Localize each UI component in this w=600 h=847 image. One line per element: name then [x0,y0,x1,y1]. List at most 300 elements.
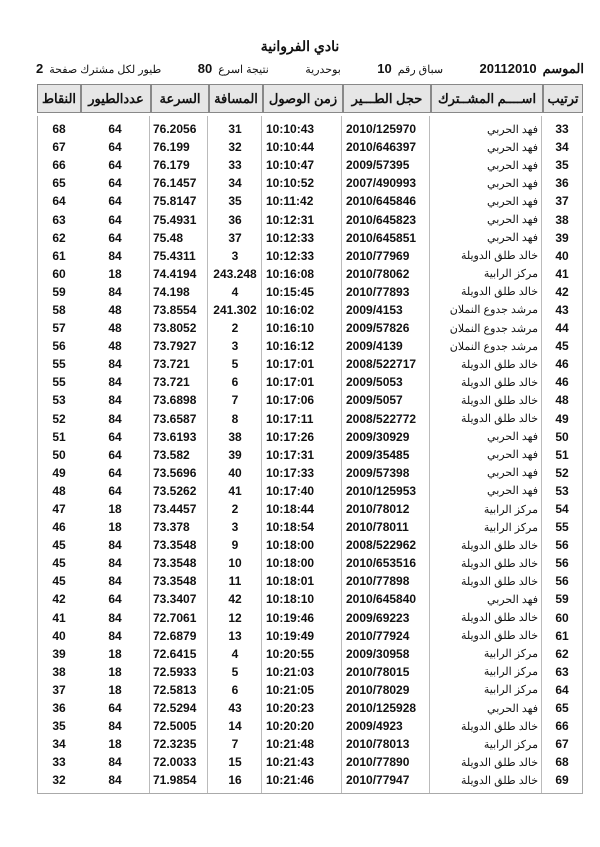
cell-speed: 73.378 [153,520,190,535]
cell-speed: 73.3548 [153,574,197,589]
cell-distance: 39 [228,447,242,462]
table-row [38,717,582,735]
cell-bird-count: 64 [108,701,122,716]
table-row [38,482,582,500]
cell-member-name: فهد الحربي [487,593,538,606]
cell-rank: 61 [555,628,569,643]
cell-member-name: خالد طلق الدويلة [460,575,538,588]
cell-points: 33 [52,755,66,770]
cell-speed: 72.0033 [153,755,197,770]
cell-speed: 75.8147 [153,194,197,209]
header-distance: المسافة [209,84,263,113]
cell-bird-count: 84 [108,284,122,299]
cell-bird-count: 48 [108,339,122,354]
table-row [38,301,582,319]
cell-rank: 69 [555,773,569,788]
table-row [38,699,582,717]
cell-bird-count: 64 [108,212,122,227]
cell-arrival-time: 10:21:43 [266,755,315,770]
cell-arrival-time: 10:17:01 [266,375,315,390]
cell-member-name: مركز الرابية [483,521,538,534]
column-divider [341,116,342,793]
table-row [38,771,582,789]
cell-speed: 73.721 [153,375,190,390]
cell-arrival-time: 10:17:01 [266,357,315,372]
cell-speed: 73.8052 [153,321,197,336]
cell-ring-number: 2009/35485 [346,447,410,462]
cell-rank: 63 [555,664,569,679]
cell-distance: 241.302 [213,302,257,317]
cell-distance: 7 [231,393,239,408]
cell-points: 65 [52,176,66,191]
cell-speed: 72.6879 [153,628,197,643]
cell-member-name: خالد طلق الدويلة [460,557,538,570]
cell-arrival-time: 10:11:42 [266,194,314,209]
cell-distance: 7 [231,737,239,752]
cell-ring-number: 2010/78013 [346,737,410,752]
cell-arrival-time: 10:12:33 [266,248,315,263]
cell-rank: 42 [555,284,569,299]
cell-speed: 73.582 [153,447,190,462]
cell-points: 59 [52,284,66,299]
cell-points: 45 [52,538,66,553]
cell-arrival-time: 10:20:23 [266,701,315,716]
cell-bird-count: 84 [108,248,122,263]
cell-speed: 74.198 [153,284,190,299]
cell-distance: 34 [228,176,242,191]
column-divider [429,116,430,793]
cell-distance: 9 [231,538,239,553]
cell-arrival-time: 10:16:12 [266,339,315,354]
cell-speed: 72.3235 [153,737,197,752]
cell-ring-number: 2010/645851 [346,230,417,245]
table-row [38,391,582,409]
column-divider [149,116,150,793]
cell-distance: 2 [231,321,239,336]
cell-rank: 64 [555,682,569,697]
cell-points: 60 [52,266,66,281]
cell-points: 66 [52,158,66,173]
cell-speed: 75.48 [153,230,184,245]
cell-bird-count: 64 [108,176,122,191]
cell-rank: 35 [555,158,569,173]
cell-member-name: خالد طلق الدويلة [460,394,538,407]
cell-points: 50 [52,447,66,462]
table-row [38,554,582,572]
cell-ring-number: 2010/77924 [346,628,410,643]
table-row [38,229,582,247]
location-group [305,63,341,76]
cell-distance: 5 [231,664,239,679]
cell-rank: 36 [555,176,569,191]
cell-arrival-time: 10:19:49 [266,628,315,643]
cell-rank: 68 [555,755,569,770]
cell-ring-number: 2010/77969 [346,248,410,263]
page-group [36,61,161,76]
season-label: الموسم [542,61,584,76]
table-row [38,446,582,464]
cell-member-name: فهد الحربي [487,177,538,190]
cell-rank: 44 [555,321,569,336]
cell-speed: 72.6415 [153,646,197,661]
cell-member-name: فهد الحربي [487,702,538,715]
cell-points: 55 [52,357,66,372]
cell-ring-number: 2007/490993 [346,176,417,191]
cell-ring-number: 2010/125953 [346,483,417,498]
cell-arrival-time: 10:21:03 [266,664,315,679]
season-value: 20112010 [479,61,537,76]
cell-rank: 39 [555,230,569,245]
cell-speed: 72.5294 [153,701,197,716]
cell-member-name: فهد الحربي [487,467,538,480]
table-row [38,428,582,446]
cell-bird-count: 64 [108,194,122,209]
cell-bird-count: 18 [108,266,122,281]
table-row [38,265,582,283]
cell-distance: 14 [228,719,242,734]
race-group [377,61,443,76]
header-ring: حجل الطـــير [343,84,431,113]
cell-rank: 59 [555,592,569,607]
table-row [38,373,582,391]
cell-speed: 73.3407 [153,592,197,607]
fastest-label: نتيجة اسرع [218,64,269,76]
cell-member-name: مركز الرابية [483,684,538,697]
cell-points: 40 [52,628,66,643]
cell-member-name: مركز الرابية [483,648,538,661]
cell-speed: 73.4457 [153,502,197,517]
cell-distance: 2 [231,502,239,517]
table-row [38,627,582,645]
table-row [38,645,582,663]
cell-distance: 5 [231,357,239,372]
column-divider [207,116,208,793]
cell-bird-count: 84 [108,719,122,734]
race-number: 10 [377,61,392,76]
cell-rank: 49 [555,411,569,426]
cell-bird-count: 84 [108,393,122,408]
cell-bird-count: 84 [108,610,122,625]
cell-bird-count: 84 [108,357,122,372]
cell-member-name: خالد طلق الدويلة [460,612,538,625]
cell-member-name: خالد طلق الدويلة [460,358,538,371]
table-row [38,174,582,192]
club-title: نادي الفروانية [260,38,340,54]
cell-member-name: فهد الحربي [487,214,538,227]
cell-rank: 56 [555,574,569,589]
cell-member-name: مرشد جدوع النملان [449,304,538,317]
cell-arrival-time: 10:17:06 [266,393,315,408]
cell-arrival-time: 10:10:52 [266,176,315,191]
cell-ring-number: 2009/30929 [346,429,410,444]
cell-distance: 6 [231,375,239,390]
cell-member-name: فهد الحربي [487,431,538,444]
cell-points: 58 [52,302,66,317]
cell-member-name: مركز الرابية [483,503,538,516]
cell-arrival-time: 10:18:44 [266,502,315,517]
cell-arrival-time: 10:10:44 [266,140,315,155]
cell-ring-number: 2009/57398 [346,465,410,480]
cell-ring-number: 2009/5057 [346,393,403,408]
cell-points: 56 [52,339,66,354]
cell-speed: 72.5005 [153,719,197,734]
cell-distance: 40 [228,465,242,480]
cell-arrival-time: 10:17:11 [266,411,314,426]
cell-member-name: مركز الرابية [483,666,538,679]
cell-points: 45 [52,574,66,589]
table-row [38,283,582,301]
cell-rank: 65 [555,701,569,716]
cell-distance: 4 [231,646,239,661]
cell-rank: 46 [555,357,569,372]
cell-rank: 45 [555,339,569,354]
cell-member-name: فهد الحربي [487,141,538,154]
cell-distance: 37 [228,230,242,245]
cell-member-name: فهد الحربي [487,485,538,498]
cell-member-name: خالد طلق الدويلة [460,539,538,552]
cell-arrival-time: 10:16:08 [266,266,315,281]
cell-arrival-time: 10:12:31 [266,212,315,227]
cell-bird-count: 18 [108,520,122,535]
cell-distance: 31 [228,122,242,137]
cell-points: 41 [52,610,66,625]
cell-bird-count: 18 [108,682,122,697]
cell-speed: 73.5696 [153,465,197,480]
cell-speed: 72.5933 [153,664,197,679]
cell-bird-count: 18 [108,502,122,517]
cell-speed: 73.6898 [153,393,197,408]
cell-rank: 62 [555,646,569,661]
fastest-value: 80 [197,61,213,76]
cell-member-name: مركز الرابية [483,738,538,751]
cell-ring-number: 2010/77898 [346,574,410,589]
cell-speed: 76.2056 [153,122,197,137]
cell-points: 34 [52,737,66,752]
cell-rank: 34 [555,140,569,155]
cell-distance: 32 [228,140,242,155]
cell-bird-count: 64 [108,592,122,607]
cell-bird-count: 18 [108,737,122,752]
cell-arrival-time: 10:19:46 [266,610,315,625]
header-rank: ترتيب [543,84,583,113]
cell-member-name: خالد طلق الدويلة [460,720,538,733]
cell-speed: 73.7927 [153,339,197,354]
cell-bird-count: 64 [108,483,122,498]
cell-points: 68 [52,122,66,137]
cell-speed: 72.7061 [153,610,197,625]
cell-rank: 52 [555,465,569,480]
cell-distance: 15 [228,755,242,770]
cell-points: 38 [52,664,66,679]
table-row [38,735,582,753]
cell-ring-number: 2010/77890 [346,755,410,770]
cell-points: 62 [52,230,66,245]
cell-rank: 60 [555,610,569,625]
table-row [38,410,582,428]
cell-distance: 12 [228,610,242,625]
cell-distance: 3 [231,520,239,535]
table-row [38,609,582,627]
table-row [38,319,582,337]
cell-bird-count: 84 [108,773,122,788]
cell-bird-count: 64 [108,122,122,137]
header-speed: السرعة [151,84,209,113]
cell-speed: 71.9854 [153,773,197,788]
cell-points: 35 [52,719,66,734]
cell-rank: 66 [555,719,569,734]
cell-points: 64 [52,194,66,209]
cell-member-name: خالد طلق الدويلة [460,250,538,263]
cell-ring-number: 2010/78012 [346,502,410,517]
cell-ring-number: 2009/30958 [346,646,410,661]
cell-arrival-time: 10:17:33 [266,465,315,480]
cell-member-name: مرشد جدوع النملان [449,340,538,353]
cell-points: 42 [52,592,66,607]
cell-arrival-time: 10:17:40 [266,483,315,498]
table-row [38,590,582,608]
cell-distance: 6 [231,682,239,697]
cell-ring-number: 2010/77893 [346,284,410,299]
race-location: بوحدرية [305,64,341,76]
cell-member-name: مركز الرابية [483,268,538,281]
cell-speed: 73.721 [153,357,190,372]
cell-arrival-time: 10:18:00 [266,538,315,553]
cell-points: 49 [52,465,66,480]
table-row [38,138,582,156]
cell-speed: 73.3548 [153,556,197,571]
cell-points: 47 [52,502,66,517]
race-info [36,61,584,79]
cell-ring-number: 2009/4153 [346,302,403,317]
cell-rank: 48 [555,393,569,408]
cell-points: 48 [52,483,66,498]
cell-ring-number: 2010/125928 [346,701,417,716]
cell-points: 63 [52,212,66,227]
cell-rank: 38 [555,212,569,227]
cell-ring-number: 2010/653516 [346,556,417,571]
cell-rank: 53 [555,483,569,498]
cell-ring-number: 2008/522962 [346,538,417,553]
cell-ring-number: 2010/78011 [346,520,409,535]
cell-ring-number: 2010/646397 [346,140,417,155]
cell-bird-count: 48 [108,321,122,336]
cell-ring-number: 2008/522772 [346,411,417,426]
cell-member-name: فهد الحربي [487,449,538,462]
table-row [38,681,582,699]
cell-arrival-time: 10:16:10 [266,321,315,336]
cell-distance: 4 [231,284,239,299]
cell-points: 39 [52,646,66,661]
table-row [38,518,582,536]
column-divider [541,116,542,793]
cell-bird-count: 84 [108,375,122,390]
cell-rank: 55 [555,520,569,535]
cell-distance: 41 [228,483,242,498]
cell-ring-number: 2009/5053 [346,375,403,390]
header-time: زمن الوصول [263,84,343,113]
cell-points: 55 [52,375,66,390]
cell-speed: 72.5813 [153,682,197,697]
cell-speed: 76.179 [153,158,190,173]
cell-ring-number: 2010/645823 [346,212,417,227]
cell-arrival-time: 10:21:46 [266,773,315,788]
cell-points: 61 [52,248,66,263]
cell-member-name: فهد الحربي [487,232,538,245]
cell-distance: 3 [231,339,239,354]
cell-arrival-time: 10:18:10 [266,592,315,607]
table-row [38,210,582,228]
cell-points: 37 [52,682,66,697]
cell-ring-number: 2009/57395 [346,158,410,173]
cell-rank: 51 [555,447,569,462]
cell-ring-number: 2009/4923 [346,719,403,734]
cell-distance: 33 [228,158,242,173]
table-row [38,337,582,355]
cell-bird-count: 64 [108,158,122,173]
header-birds: عددالطيور [81,84,151,113]
season-group [480,61,584,77]
cell-arrival-time: 10:10:43 [266,122,315,137]
per-member-label: طيور لكل مشترك صفحة [49,64,162,76]
cell-bird-count: 18 [108,646,122,661]
cell-rank: 43 [555,302,569,317]
cell-arrival-time: 10:12:33 [266,230,315,245]
cell-distance: 35 [228,194,242,209]
cell-rank: 41 [555,266,569,281]
cell-bird-count: 64 [108,140,122,155]
cell-member-name: مرشد جدوع النملان [449,322,538,335]
cell-arrival-time: 10:15:45 [266,284,315,299]
cell-member-name: خالد طلق الدويلة [460,630,538,643]
header-name: اســــم المشــترك [431,84,543,113]
cell-points: 36 [52,701,66,716]
cell-distance: 16 [228,773,242,788]
cell-speed: 73.6193 [153,429,197,444]
table-row [38,536,582,554]
table-row [38,464,582,482]
cell-speed: 75.4931 [153,212,197,227]
cell-speed: 74.4194 [153,266,197,281]
table-row [38,572,582,590]
cell-points: 57 [52,321,66,336]
cell-points: 53 [52,393,66,408]
cell-arrival-time: 10:10:47 [266,158,315,173]
cell-member-name: فهد الحربي [487,159,538,172]
table-row [38,355,582,373]
cell-bird-count: 84 [108,411,122,426]
cell-distance: 10 [228,556,242,571]
table-row [38,156,582,174]
cell-bird-count: 64 [108,465,122,480]
cell-arrival-time: 10:18:00 [266,556,315,571]
cell-speed: 73.8554 [153,302,197,317]
cell-bird-count: 84 [108,628,122,643]
cell-arrival-time: 10:17:26 [266,429,315,444]
cell-distance: 8 [231,411,239,426]
cell-points: 45 [52,556,66,571]
cell-speed: 76.199 [153,140,190,155]
cell-arrival-time: 10:21:48 [266,737,315,752]
cell-points: 67 [52,140,66,155]
cell-member-name: فهد الحربي [487,123,538,136]
column-divider [261,116,262,793]
cell-ring-number: 2009/4139 [346,339,403,354]
cell-arrival-time: 10:18:54 [266,520,315,535]
cell-distance: 243.248 [213,266,257,281]
table-row [38,120,582,138]
cell-distance: 11 [228,574,242,589]
fastest-group [198,61,269,76]
